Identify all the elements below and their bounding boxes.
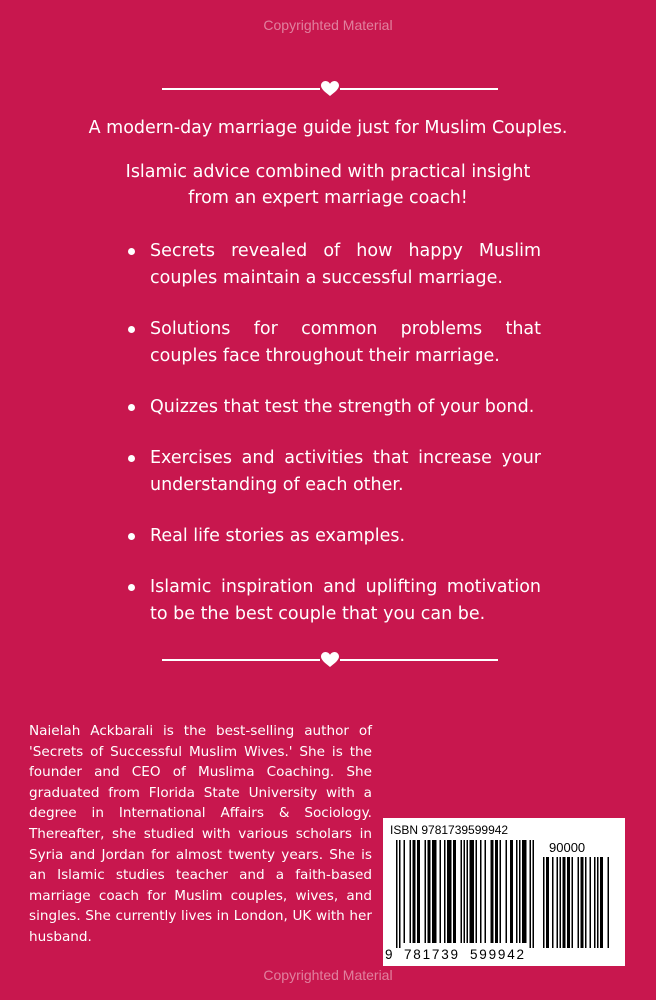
barcode-bar <box>572 857 574 948</box>
heart-divider-top <box>162 80 498 98</box>
barcode-bar <box>440 840 442 943</box>
barcode-bar <box>567 857 570 948</box>
barcode-bars <box>396 840 536 948</box>
barcode-bar <box>600 857 603 948</box>
intro-tagline: A modern-day marriage guide just for Muslim Couples. <box>88 118 568 138</box>
barcode-bar <box>464 840 466 943</box>
barcode-bar <box>417 840 420 943</box>
barcode-digits-right: 599942 <box>470 947 526 962</box>
barcode-bar <box>557 857 559 948</box>
barcode-bar <box>608 857 610 948</box>
isbn-barcode <box>383 818 625 966</box>
feature-item <box>125 445 541 499</box>
heart-divider-bottom <box>162 651 498 669</box>
feature-text: Real life stories as examples. <box>150 526 406 546</box>
barcode-bar <box>510 840 513 943</box>
feature-text: Quizzes that test the strength of your bond. <box>150 397 535 417</box>
barcode-bar <box>480 840 482 943</box>
bullet-dot-icon <box>128 533 135 540</box>
feature-item <box>125 316 541 370</box>
barcode-bar <box>597 857 599 948</box>
barcode-bar <box>519 840 521 943</box>
barcode-bar <box>467 840 469 943</box>
feature-item <box>125 523 541 550</box>
barcode-bar <box>585 857 587 948</box>
bullet-dot-icon <box>128 404 135 411</box>
bullet-dot-icon <box>128 248 135 255</box>
feature-text: Solutions for common problems that couples face throughout their marriage. <box>150 319 541 366</box>
intro-description <box>40 159 616 211</box>
barcode-bar <box>404 840 406 943</box>
barcode-bar <box>485 840 487 943</box>
barcode-bar <box>425 840 427 943</box>
barcode-bar <box>461 840 463 943</box>
feature-list <box>125 238 541 652</box>
author-bio: Naielah Ackbarali is the best-selling author of 'Secrets of Successful Muslim Wives.' She is the founder and CEO of Muslima Coaching. She graduated from Florida State University with a degree in International Affairs & Sociology. Thereafter, she studied with various scholars in Syria and Jordan for almost twenty years. She is an Islamic studies teacher and a faith-based marriage coach for Muslim couples, wives, and singles. She currently lives in London, UK with her husband. <box>29 723 372 945</box>
barcode-bar <box>413 840 416 943</box>
barcode-digits-left: 781739 <box>404 947 460 962</box>
barcode-bar <box>594 857 596 948</box>
copyright-watermark-bottom: Copyrighted Material <box>263 967 393 983</box>
barcode-bar <box>546 857 549 948</box>
barcode-bar <box>552 857 554 948</box>
bullet-dot-icon <box>128 455 135 462</box>
barcode-bar <box>560 857 562 948</box>
isbn-label: ISBN 9781739599942 <box>390 823 509 837</box>
barcode-bar <box>506 840 508 943</box>
intro-description-line-1: Islamic advice combined with practical insight <box>125 162 531 182</box>
copyright-watermark-top: Copyrighted Material <box>263 17 393 33</box>
barcode-bar <box>581 857 584 948</box>
barcode-bar <box>578 857 580 948</box>
barcode-bar <box>495 840 498 943</box>
addon-barcode-bars <box>543 857 619 948</box>
barcode-bar <box>432 840 437 943</box>
barcode-bar <box>543 857 545 948</box>
barcode-bar <box>530 840 532 948</box>
bullet-dot-icon <box>128 326 135 333</box>
heart-icon <box>320 651 340 669</box>
barcode-bar <box>476 840 478 943</box>
bullet-dot-icon <box>128 584 135 591</box>
barcode-bar <box>410 840 412 943</box>
barcode-bar <box>516 840 518 943</box>
barcode-bar <box>428 840 431 943</box>
barcode-bar <box>453 840 456 943</box>
barcode-bar <box>500 840 502 943</box>
intro-description-line-2: from an expert marriage coach! <box>188 188 468 208</box>
barcode-bar <box>563 857 566 948</box>
barcode-bar <box>522 840 527 943</box>
barcode-bar <box>590 857 592 948</box>
feature-item <box>125 394 541 421</box>
price-code: 90000 <box>549 840 586 855</box>
barcode-bar <box>470 840 475 943</box>
feature-item <box>125 574 541 628</box>
barcode-bar <box>533 840 535 948</box>
barcode-bar <box>444 840 446 943</box>
barcode-bar <box>491 840 494 943</box>
feature-text: Islamic inspiration and uplifting motivation to be the best couple that you can be. <box>150 577 541 624</box>
feature-text: Exercises and activities that increase your understanding of each other. <box>150 448 541 495</box>
barcode-digit-first: 9 <box>385 947 393 962</box>
feature-item <box>125 238 541 292</box>
barcode-bar <box>447 840 452 943</box>
barcode-bar <box>399 840 401 948</box>
heart-icon <box>320 80 340 98</box>
barcode-bar <box>396 840 398 948</box>
feature-text: Secrets revealed of how happy Muslim couples maintain a successful marriage. <box>150 241 541 288</box>
